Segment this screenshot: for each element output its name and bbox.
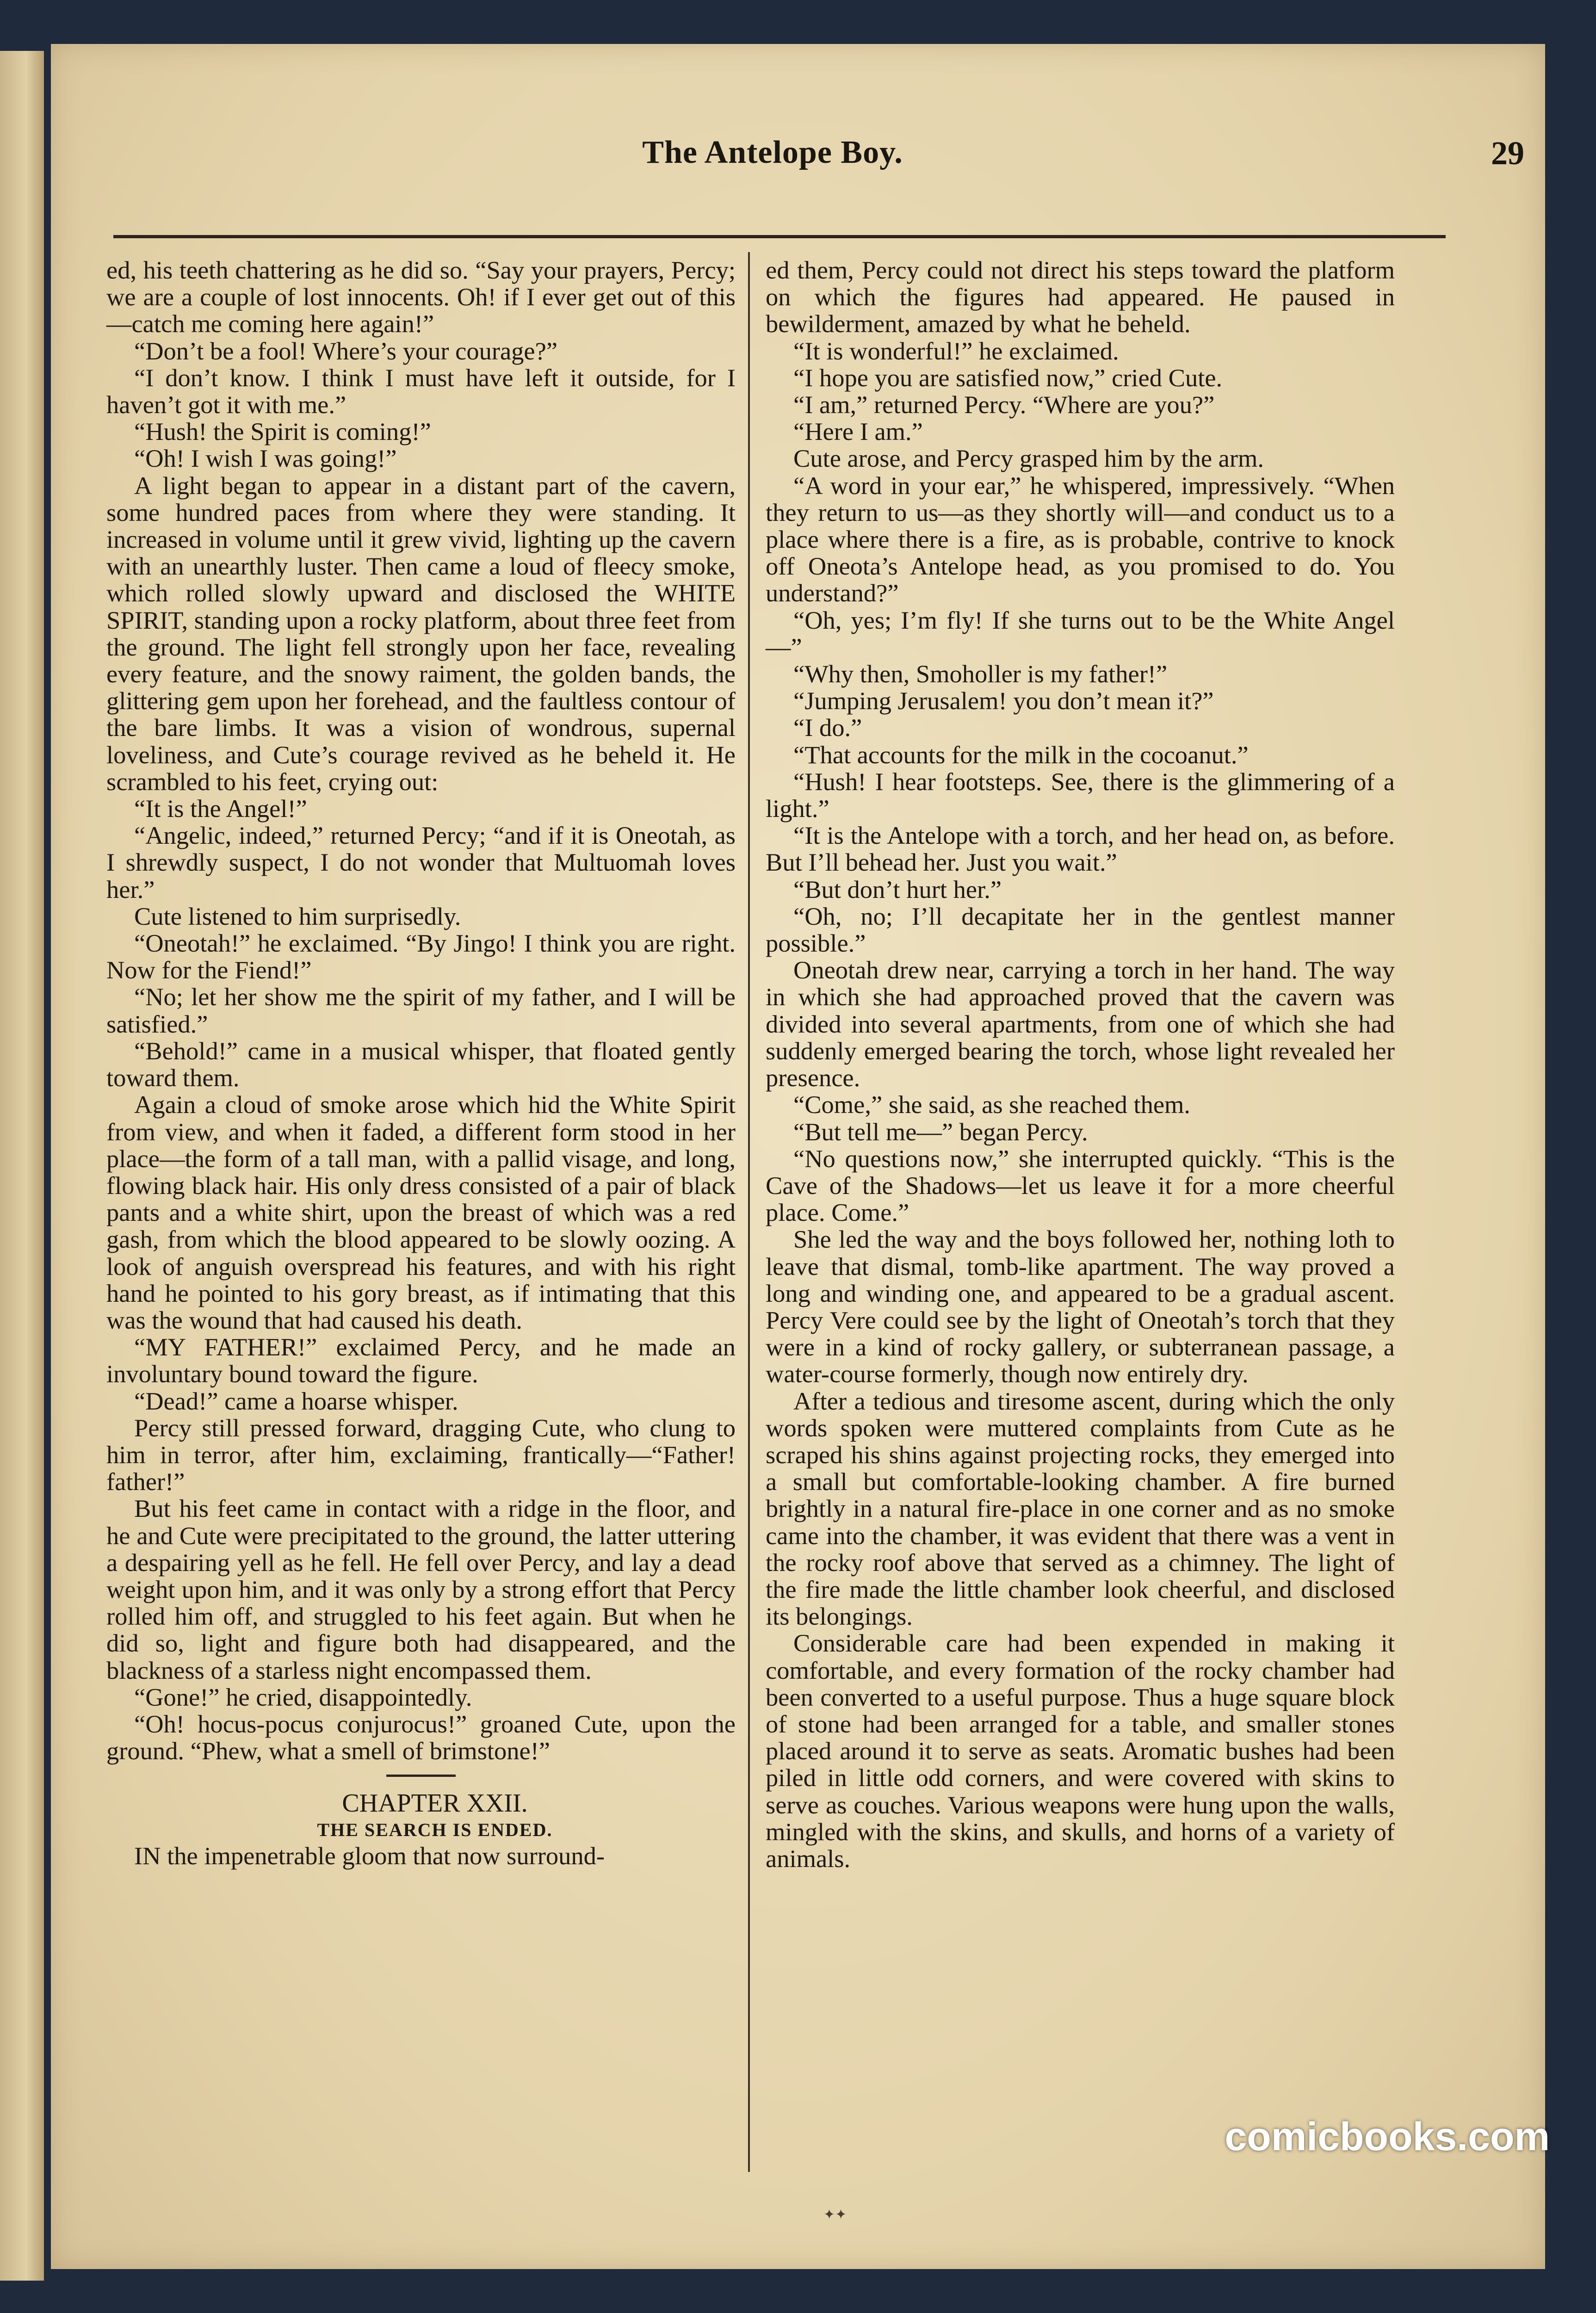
paragraph: “A word in your ear,” he whispered, impressively. “When they return to us—as they shortly will—and conduct us to a place where there is a fire, as is probable, contrive to knock off Oneota’s Antelope head, as you promised to do. You understand?” bbox=[766, 471, 1395, 607]
paragraph: “That accounts for the milk in the cocoanut.” bbox=[793, 740, 1249, 769]
column-divider bbox=[748, 252, 750, 2172]
paragraph: ed them, Percy could not direct his steps toward the platform on which the figures had appeared. He paused in bewilderment, amazed by what he beheld. bbox=[766, 256, 1395, 338]
paragraph: “Hush! I hear footsteps. See, there is the glimmering of a light.” bbox=[766, 767, 1395, 823]
paragraph: “Don’t be a fool! Where’s your courage?” bbox=[134, 336, 558, 365]
paragraph: “It is wonderful!” he exclaimed. bbox=[793, 336, 1119, 365]
paragraph: “Dead!” came a hoarse whisper. bbox=[134, 1386, 458, 1415]
paragraph: She led the way and the boys followed her, nothing loth to leave that dismal, tomb-like apartment. The way proved a long and winding one, and appeared to be a gradual ascent. Percy Vere could see by the light of Oneotah’s torch that they were in a kind of rocky gallery, or subterranean passage, a water-course formerly, though now entirely dry. bbox=[766, 1225, 1395, 1388]
paragraph: “Oh! hocus-pocus conjurocus!” groaned Cute, upon the ground. “Phew, what a smell of brimstone!” bbox=[106, 1709, 736, 1765]
paragraph: “Oh! I wish I was going!” bbox=[134, 444, 397, 473]
paragraph: Again a cloud of smoke arose which hid the White Spirit from view, and when it faded, a different form stood in her place—the form of a tall man, with a pallid visage, and long, flowing black hair. His only dress consisted of a pair of black pants and a white shirt, upon the breast of which was a red gash, from which the blood appeared to be slowly oozing. A look of anguish overspread his features, and with his right hand he pointed to his gory breast, as if intimating that this was the wound that had caused his death. bbox=[106, 1090, 736, 1334]
paragraph: “It is the Antelope with a torch, and her head on, as before. But I’ll behead her. Just you wait.” bbox=[766, 821, 1395, 877]
paragraph: “But tell me—” began Percy. bbox=[793, 1117, 1088, 1146]
paragraph: “I am,” returned Percy. “Where are you?” bbox=[793, 390, 1215, 419]
watermark: comicbooks.com bbox=[1225, 2115, 1550, 2159]
paragraph: “Jumping Jerusalem! you don’t mean it?” bbox=[793, 686, 1214, 715]
paragraph: “I don’t know. I think I must have left it outside, for I haven’t got it with me.” bbox=[106, 363, 736, 419]
paragraph: “But don’t hurt her.” bbox=[793, 875, 1002, 903]
paragraph: “Why then, Smoholler is my father!” bbox=[793, 660, 1168, 688]
paragraph: Cute listened to him surprisedly. bbox=[134, 902, 461, 930]
left-column bbox=[106, 257, 736, 1870]
paragraph: “I hope you are satisfied now,” cried Cute. bbox=[793, 363, 1223, 392]
right-column bbox=[766, 257, 1395, 1872]
paragraph: “Come,” she said, as she reached them. bbox=[793, 1090, 1191, 1119]
chapter-rule bbox=[386, 1775, 456, 1777]
paragraph: After a tedious and tiresome ascent, during which the only words spoken were muttered complaints from Cute as he scraped his shins against projecting rocks, they emerged into a small but comfortable-looking chamber. A fire burned brightly in a natural fire-place in one corner and as no smoke came into the chamber, it was evident that there was a vent in the rocky roof above that served as a chimney. The light of the fire made the little chamber look cheerful, and disclosed its belongings. bbox=[766, 1386, 1395, 1631]
paragraph: “Oh, no; I’ll decapitate her in the gentlest manner possible.” bbox=[766, 902, 1395, 958]
paragraph: “Angelic, indeed,” returned Percy; “and if it is Oneotah, as I shrewdly suspect, I do not wonder that Multuomah loves her.” bbox=[106, 821, 736, 903]
paragraph: “No; let her show me the spirit of my father, and I will be satisfied.” bbox=[106, 983, 736, 1038]
paragraph: Considerable care had been expended in making it comfortable, and every formation of the rocky chamber had been converted to a useful purpose. Thus a huge square block of stone had been arranged for a table, and smaller stones placed around it to serve as seats. Aromatic bushes had been piled in little odd corners, and were covered with skins to serve as couches. Various weapons were hung upon the walls, mingled with the skins, and skulls, and horns of a variety of animals. bbox=[766, 1629, 1395, 1873]
chapter-opening: IN the impenetrable gloom that now surround- bbox=[134, 1842, 605, 1870]
paragraph: “No questions now,” she interrupted quickly. “This is the Cave of the Shadows—let us leave it for a more cheerful place. Come.” bbox=[766, 1144, 1395, 1227]
paragraph: Oneotah drew near, carrying a torch in her hand. The way in which she had approached proved that the cavern was divided into several apartments, from one of which she had suddenly emerged bearing the torch, whose light revealed her presence. bbox=[766, 956, 1395, 1092]
header-rule bbox=[113, 235, 1446, 238]
paragraph: “Gone!” he cried, disappointedly. bbox=[134, 1682, 472, 1711]
chapter-subtitle: THE SEARCH IS ENDED. bbox=[317, 1819, 553, 1841]
previous-page-edge bbox=[0, 51, 44, 2281]
running-header-title: The Antelope Boy. bbox=[642, 135, 903, 170]
paragraph: “Hush! the Spirit is coming!” bbox=[134, 417, 431, 446]
paragraph: “Behold!” came in a musical whisper, that floated gently toward them. bbox=[106, 1036, 736, 1092]
paragraph: “MY FATHER!” exclaimed Percy, and he made an involuntary bound toward the figure. bbox=[106, 1333, 736, 1388]
page-number: 29 bbox=[1491, 135, 1524, 172]
paragraph: “Oneotah!” he exclaimed. “By Jingo! I think you are right. Now for the Fiend!” bbox=[106, 929, 736, 984]
footer-ornament: ✦✦ bbox=[823, 2207, 847, 2222]
chapter-title: CHAPTER XXII. bbox=[342, 1789, 528, 1818]
paragraph: Cute arose, and Percy grasped him by the arm. bbox=[793, 444, 1264, 473]
paragraph: But his feet came in contact with a ridge in the floor, and he and Cute were precipitated to the ground, the latter uttering a despairing yell as he fell. He fell over Percy, and lay a dead weight upon him, and it was only by a strong effort that Percy rolled him off, and struggled to his feet again. But when he did so, light and figure both had disappeared, and the blackness of a starless night encompassed them. bbox=[106, 1494, 736, 1684]
paragraph: Percy still pressed forward, dragging Cute, who clung to him in terror, after him, exclaiming, frantically—“Father! father!” bbox=[106, 1413, 736, 1496]
paragraph: “Oh, yes; I’m fly! If she turns out to be the White Angel—” bbox=[766, 606, 1395, 661]
paragraph: “It is the Angel!” bbox=[134, 794, 307, 823]
paragraph: “I do.” bbox=[793, 713, 862, 742]
paragraph: A light began to appear in a distant part of the cavern, some hundred paces from where they were standing. It increased in volume until it grew vivid, lighting up the cavern with an unearthly luster. Then came a loud of fleecy smoke, which rolled slowly upward and disclosed the WHITE SPIRIT, standing upon a rocky platform, about three feet from the ground. The light fell strongly upon her face, revealing every feature, and the snowy raiment, the golden bands, the glittering gem upon her forehead, and the faultless contour of the bare limbs. It was a vision of wondrous, supernal loveliness, and Cute’s courage revived as he beheld it. He scrambled to his feet, crying out: bbox=[106, 471, 736, 796]
paragraph: “Here I am.” bbox=[793, 417, 923, 446]
paragraph: ed, his teeth chattering as he did so. “Say your prayers, Percy; we are a couple of lost innocents. Oh! if I ever get out of this—catch me coming here again!” bbox=[106, 256, 736, 338]
